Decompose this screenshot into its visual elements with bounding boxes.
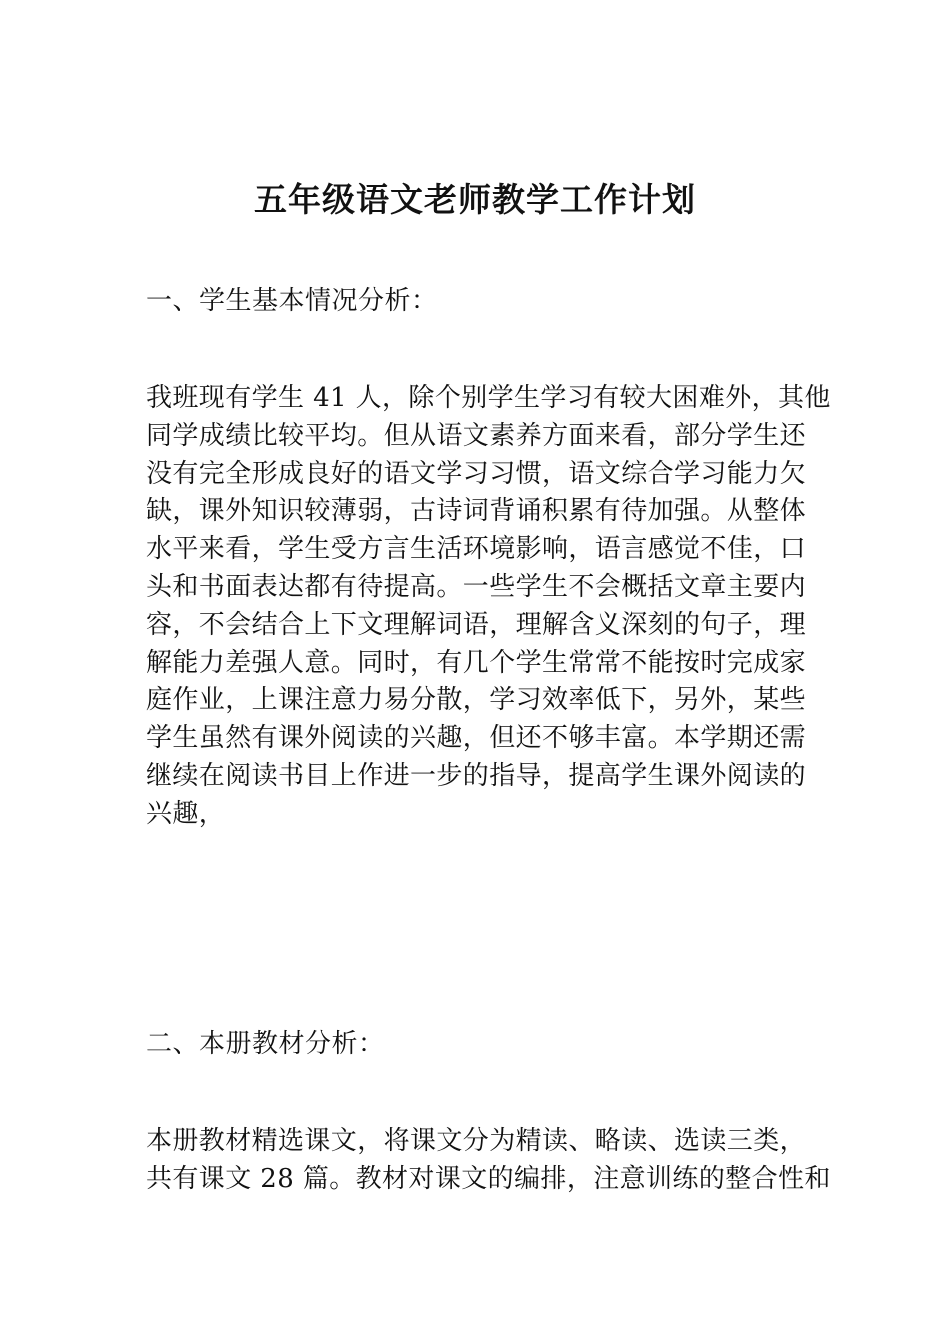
paragraph-line: 学生虽然有课外阅读的兴趣，但还不够丰富。本学期还需 bbox=[146, 723, 807, 754]
paragraph-line: 缺，课外知识较薄弱，古诗词背诵积累有待加强。从整体 bbox=[146, 496, 807, 527]
paragraph-line: 兴趣， bbox=[146, 798, 226, 829]
paragraph-line: 继续在阅读书目上作进一步的指导，提高学生课外阅读的 bbox=[146, 760, 807, 791]
section-heading-textbook-analysis: 二、本册教材分析： bbox=[146, 1029, 385, 1059]
document-title: 五年级语文老师教学工作计划 bbox=[254, 180, 696, 219]
paragraph-line: 我班现有学生 41 人，除个别学生学习有较大困难外，其他 bbox=[146, 383, 831, 413]
paragraph-line: 本册教材精选课文，将课文分为精读、略读、选读三类， bbox=[146, 1126, 807, 1156]
paragraph-line: 容，不会结合上下文理解词语，理解含义深刻的句子，理 bbox=[146, 609, 807, 640]
paragraph-line: 同学成绩比较平均。但从语文素养方面来看，部分学生还 bbox=[146, 420, 807, 451]
paragraph-line: 水平来看，学生受方言生活环境影响，语言感觉不佳，口 bbox=[146, 534, 807, 565]
paragraph-line: 解能力差强人意。同时，有几个学生常常不能按时完成家 bbox=[146, 647, 807, 678]
section-heading-student-analysis: 一、学生基本情况分析： bbox=[146, 286, 438, 316]
paragraph-student-analysis bbox=[146, 380, 831, 834]
paragraph-line: 没有完全形成良好的语文学习习惯，语文综合学习能力欠 bbox=[146, 458, 807, 489]
paragraph-line: 庭作业，上课注意力易分散，学习效率低下，另外，某些 bbox=[146, 685, 807, 716]
paragraph-line: 共有课文 28 篇。教材对课文的编排，注意训练的整合性和 bbox=[146, 1163, 831, 1194]
paragraph-line: 头和书面表达都有待提高。一些学生不会概括文章主要内 bbox=[146, 571, 807, 602]
paragraph-textbook-analysis bbox=[146, 1123, 831, 1199]
